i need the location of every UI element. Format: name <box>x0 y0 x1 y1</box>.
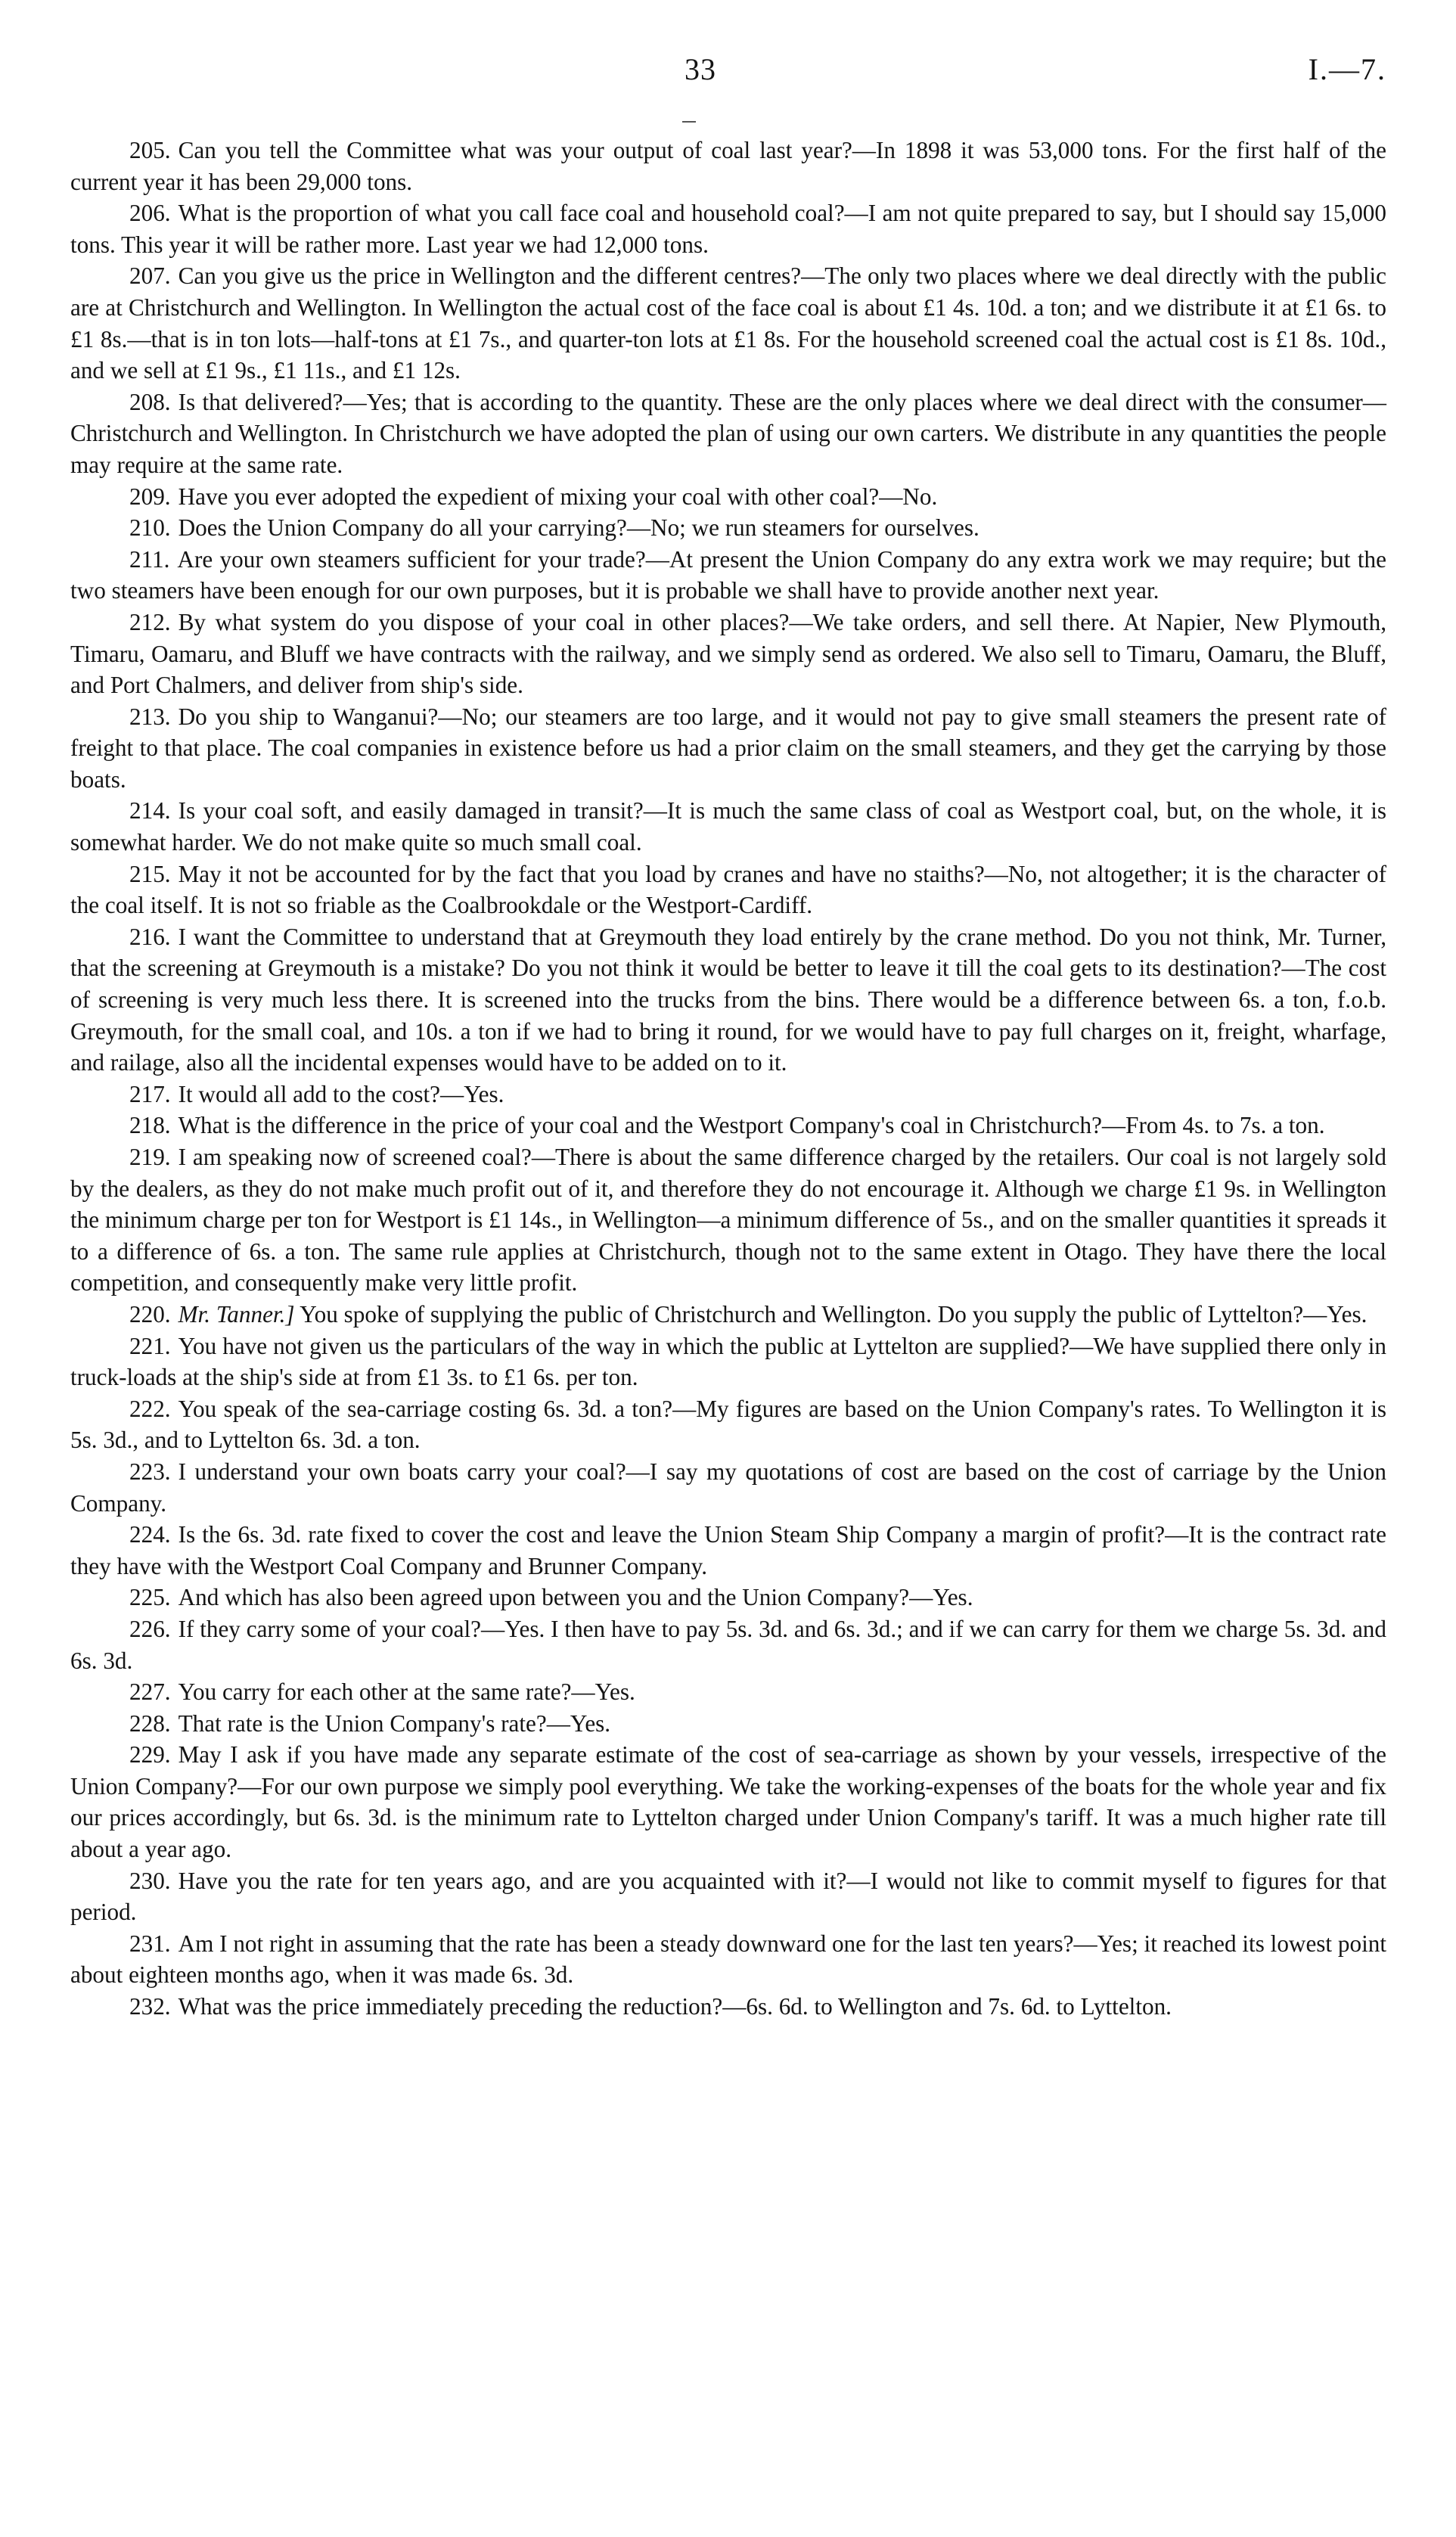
question-number: 221. <box>129 1332 171 1359</box>
question-number: 227. <box>129 1678 171 1706</box>
question-number: 206. <box>129 200 171 227</box>
question-219 <box>70 1141 1386 1299</box>
question-text: Is that delivered?—Yes; that is according to the quantity. These are the only places where we deal direct with the consumer—Christchurch and Wellington. In Christchurch we have adopted the plan of using our own carters. We distribute in any quantities the people may require at the same rate. <box>70 388 1386 478</box>
question-number: 207. <box>129 262 171 290</box>
question-text: What is the difference in the price of your coal and the Westport Company's coal in Christchurch?—From 4s. to 7s. a ton. <box>178 1112 1325 1139</box>
question-231 <box>70 1928 1386 1991</box>
question-205 <box>70 135 1386 197</box>
question-215 <box>70 859 1386 921</box>
question-207 <box>70 260 1386 386</box>
question-number: 222. <box>129 1395 171 1422</box>
header-rule <box>682 121 696 123</box>
question-221 <box>70 1331 1386 1393</box>
question-223 <box>70 1456 1386 1519</box>
question-218 <box>70 1110 1386 1141</box>
question-212 <box>70 607 1386 701</box>
question-226 <box>70 1613 1386 1676</box>
question-number: 210. <box>129 514 171 542</box>
question-229 <box>70 1739 1386 1865</box>
question-text: You speak of the sea-carriage costing 6s. 3d. a ton?—My figures are based on the Union Company's rates. To Wellington it is 5s. 3d., and to Lyttelton 6s. 3d. a ton. <box>70 1395 1386 1454</box>
question-228 <box>70 1708 1386 1740</box>
question-number: 228. <box>129 1709 171 1737</box>
question-216 <box>70 921 1386 1079</box>
question-number: 205. <box>129 137 171 163</box>
question-number: 214. <box>129 797 171 824</box>
question-text: That rate is the Union Company's rate?—Yes. <box>178 1709 611 1737</box>
question-text: It would all add to the cost?—Yes. <box>178 1080 504 1107</box>
question-text: Can you tell the Committee what was your output of coal last year?—In 1898 it was 53,000 tons. For the first half of the current year it has been 29,000 tons. <box>70 137 1386 195</box>
question-206 <box>70 197 1386 260</box>
question-224 <box>70 1519 1386 1582</box>
page-number: 33 <box>685 52 716 86</box>
speaker-name: Mr. Tanner.] <box>178 1300 295 1328</box>
question-text: May it not be accounted for by the fact that you load by cranes and have no staiths?—No, not altogether; it is the character of the coal itself. It is not so friable as the Coalbrookdale or the Westport-Cardiff. <box>70 860 1386 919</box>
question-number: 216. <box>129 923 171 950</box>
question-number: 231. <box>129 1930 171 1957</box>
question-text: I am speaking now of screened coal?—There is about the same difference charged by the retailers. Our coal is not largely sold by the dealers, as they do not make much profit out of it, and therefore they do not encourage it. Although we charge £1 9s. in Wellington the minimum charge per ton for Westport is £1 14s., in Wellington—a minimum difference of 5s., and on the smaller quantities it spreads it to a difference of 6s. a ton. The same rule applies at Christchurch, though not to the same extent in Otago. They have there the local competition, and consequently make very little profit. <box>70 1144 1386 1296</box>
question-number: 217. <box>129 1080 171 1107</box>
question-text: May I ask if you have made any separate estimate of the cost of sea-carriage as shown by your vessels, irrespective of the Union Company?—For our own purpose we simply pool everything. We take the working-expenses of the boats for the whole year and fix our prices accordingly, but 6s. 3d. is the minimum rate to Lyttelton charged under Union Company's tariff. It was a much higher rate till about a year ago. <box>70 1741 1386 1863</box>
question-text: Have you the rate for ten years ago, and are you acquainted with it?—I would not like to commit myself to figures for that period. <box>70 1867 1386 1926</box>
question-text: If they carry some of your coal?—Yes. I then have to pay 5s. 3d. and 6s. 3d.; and if we can carry for them we charge 5s. 3d. and 6s. 3d. <box>70 1615 1386 1674</box>
question-230 <box>70 1865 1386 1928</box>
question-number: 208. <box>129 388 171 415</box>
question-number: 229. <box>129 1741 171 1768</box>
question-text: You spoke of supplying the public of Christchurch and Wellington. Do you supply the public of Lyttelton?—Yes. <box>300 1300 1368 1328</box>
question-217 <box>70 1079 1386 1110</box>
page-header <box>0 51 1456 97</box>
question-number: 218. <box>129 1112 171 1139</box>
question-number: 219. <box>129 1144 171 1170</box>
question-232 <box>70 1991 1386 2023</box>
question-text: Do you ship to Wanganui?—No; our steamers are too large, and it would not pay to give small steamers the present rate of freight to that place. The coal companies in existence before us had a prior claim on the small steamers, and they get the carrying by those boats. <box>70 703 1386 793</box>
question-210 <box>70 512 1386 544</box>
question-number: 223. <box>129 1458 171 1485</box>
question-number: 220. <box>129 1300 171 1328</box>
question-number: 215. <box>129 860 171 887</box>
question-text: What was the price immediately preceding the reduction?—6s. 6d. to Wellington and 7s. 6d. to Lyttelton. <box>178 1993 1172 2020</box>
question-225 <box>70 1582 1386 1613</box>
question-number: 224. <box>129 1521 171 1548</box>
question-222 <box>70 1393 1386 1456</box>
question-text: Am I not right in assuming that the rate has been a steady downward one for the last ten years?—Yes; it reached its lowest point about eighteen months ago, when it was made 6s. 3d. <box>70 1930 1386 1989</box>
question-220 <box>70 1299 1386 1331</box>
question-text: Can you give us the price in Wellington and the different centres?—The only two places where we deal directly with the public are at Christchurch and Wellington. In Wellington the actual cost of the face coal is about £1 4s. 10d. a ton; and we distribute it at £1 6s. to £1 8s.—that is in ton lots—half-tons at £1 7s., and quarter-ton lots at £1 8s. For the household screened coal the actual cost is £1 8s. 10d., and we sell at £1 9s., £1 11s., and £1 12s. <box>70 262 1386 384</box>
question-text: By what system do you dispose of your coal in other places?—We take orders, and sell there. At Napier, New Plymouth, Timaru, Oamaru, and Bluff we have contracts with the railway, and we simply send as ordered. We also sell to Timaru, Oamaru, the Bluff, and Port Chalmers, and deliver from ship's side. <box>70 608 1386 699</box>
question-number: 212. <box>129 608 171 635</box>
question-227 <box>70 1676 1386 1708</box>
question-214 <box>70 795 1386 858</box>
question-208 <box>70 387 1386 481</box>
question-211 <box>70 544 1386 607</box>
question-text: You carry for each other at the same rate?—Yes. <box>178 1678 635 1706</box>
question-text: Have you ever adopted the expedient of mixing your coal with other coal?—No. <box>178 483 938 510</box>
question-text: Is your coal soft, and easily damaged in transit?—It is much the same class of coal as Westport coal, but, on the whole, it is somewhat harder. We do not make quite so much small coal. <box>70 797 1386 856</box>
question-number: 225. <box>129 1584 171 1611</box>
question-number: 209. <box>129 483 171 510</box>
question-text: And which has also been agreed upon between you and the Union Company?—Yes. <box>178 1584 973 1611</box>
question-text: You have not given us the particulars of the way in which the public at Lyttelton are supplied?—We have supplied there only in truck-loads at the ship's side at from £1 3s. to £1 6s. per ton. <box>70 1332 1386 1391</box>
paper-reference: I.—7. <box>1308 52 1386 86</box>
question-text: Is the 6s. 3d. rate fixed to cover the cost and leave the Union Steam Ship Company a margin of profit?—It is the contract rate they have with the Westport Coal Company and Brunner Company. <box>70 1521 1386 1579</box>
question-text: I want the Committee to understand that at Greymouth they load entirely by the crane method. Do you not think, Mr. Turner, that the screening at Greymouth is a mistake? Do you not think it would be better to leave it till the coal gets to its destination?—The cost of screening is very much less there. It is screened into the trucks from the bins. There would be a difference between 6s. a ton, f.o.b. Greymouth, for the small coal, and 10s. a ton if we had to bring it round, for we would have to pay full charges on it, freight, wharfage, and railage, also all the incidental expenses would have to be added on to it. <box>70 923 1386 1076</box>
evidence-body <box>70 135 1386 2023</box>
question-text: Does the Union Company do all your carrying?—No; we run steamers for ourselves. <box>178 514 979 542</box>
question-text: I understand your own boats carry your coal?—I say my quotations of cost are based on the cost of carriage by the Union Company. <box>70 1458 1386 1517</box>
question-text: What is the proportion of what you call face coal and household coal?—I am not quite prepared to say, but I should say 15,000 tons. This year it will be rather more. Last year we had 12,000 tons. <box>70 200 1386 258</box>
question-number: 230. <box>129 1867 171 1894</box>
question-number: 211. <box>129 545 170 573</box>
question-213 <box>70 701 1386 796</box>
question-209 <box>70 481 1386 513</box>
question-number: 232. <box>129 1993 171 2020</box>
question-number: 226. <box>129 1615 171 1642</box>
question-text: Are your own steamers sufficient for your trade?—At present the Union Company do any extra work we may require; but the two steamers have been enough for our own purposes, but it is probable we shall have to provide another next year. <box>70 545 1386 604</box>
question-number: 213. <box>129 703 171 730</box>
